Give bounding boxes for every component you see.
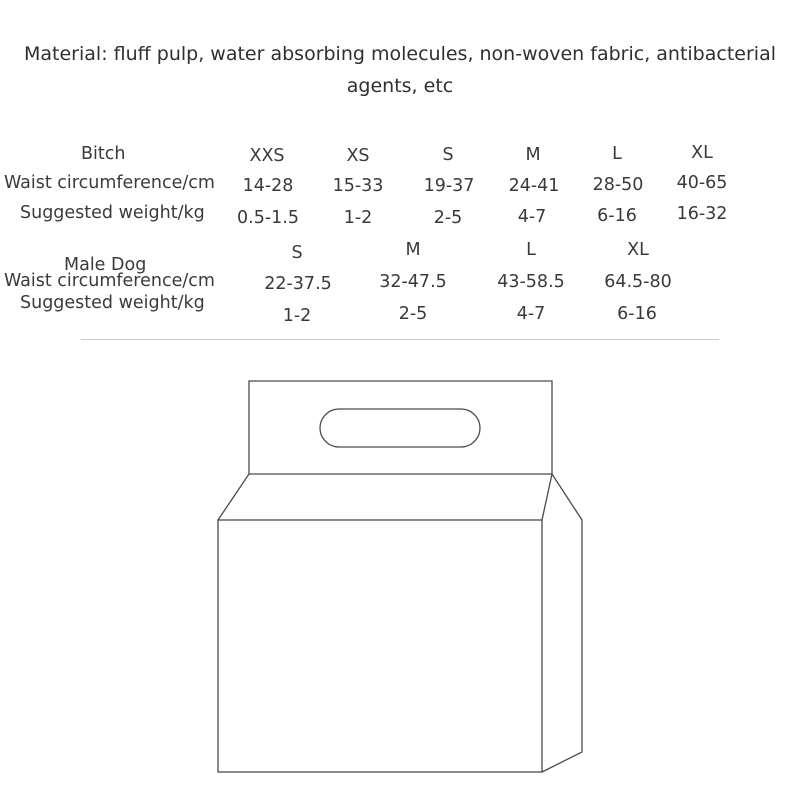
male-weight-value: 2-5	[398, 304, 428, 324]
bitch-size-header: XXS	[249, 146, 285, 166]
bag-front-face	[218, 520, 542, 772]
bitch-weight-value: 2-5	[433, 208, 463, 228]
male-waist-label: Waist circumference/cm	[4, 271, 215, 291]
bag-handle-hole	[320, 409, 480, 447]
male-size-header: L	[526, 240, 536, 260]
bag-side-gusset	[542, 474, 582, 772]
material-line-1: Material: fluff pulp, water absorbing molecules, non-woven fabric, antibacterial	[24, 43, 776, 65]
bitch-size-header: L	[612, 144, 622, 164]
bitch-waist-value: 19-37	[423, 176, 475, 196]
male-weight-value: 4-7	[516, 304, 546, 324]
bitch-weight-value: 0.5-1.5	[237, 208, 299, 228]
male-size-header: XL	[627, 240, 649, 260]
bitch-weight-value: 6-16	[597, 206, 637, 226]
bitch-size-header: S	[442, 145, 454, 165]
bitch-size-header: XS	[346, 146, 370, 166]
bitch-waist-value: 14-28	[242, 176, 294, 196]
bitch-waist-value: 40-65	[676, 173, 728, 193]
bitch-title: Bitch	[81, 144, 126, 164]
bitch-waist-label: Waist circumference/cm	[4, 173, 215, 193]
bitch-size-header: XL	[691, 143, 713, 163]
bitch-weight-value: 1-2	[343, 208, 373, 228]
bitch-size-header: M	[525, 145, 541, 165]
bitch-weight-label: Suggested weight/kg	[20, 203, 205, 223]
bitch-weight-value: 16-32	[676, 204, 728, 224]
bag-handle-panel	[249, 381, 552, 474]
bitch-waist-value: 28-50	[592, 175, 644, 195]
male-weight-label: Suggested weight/kg	[20, 293, 205, 313]
material-line-2: agents, etc	[346, 75, 454, 97]
male-dog-title: Male Dog	[64, 255, 147, 275]
bitch-waist-value: 15-33	[332, 176, 384, 196]
male-weight-value: 6-16	[617, 304, 657, 324]
bag-front-shoulder	[218, 474, 249, 520]
male-waist-value: 64.5-80	[604, 272, 672, 292]
bitch-weight-value: 4-7	[517, 207, 547, 227]
male-size-header: M	[405, 240, 421, 260]
male-size-header: S	[291, 243, 303, 263]
male-waist-value: 43-58.5	[497, 272, 565, 292]
male-waist-value: 22-37.5	[264, 274, 332, 294]
bitch-waist-value: 24-41	[508, 176, 560, 196]
male-waist-value: 32-47.5	[379, 272, 447, 292]
male-weight-value: 1-2	[282, 306, 312, 326]
